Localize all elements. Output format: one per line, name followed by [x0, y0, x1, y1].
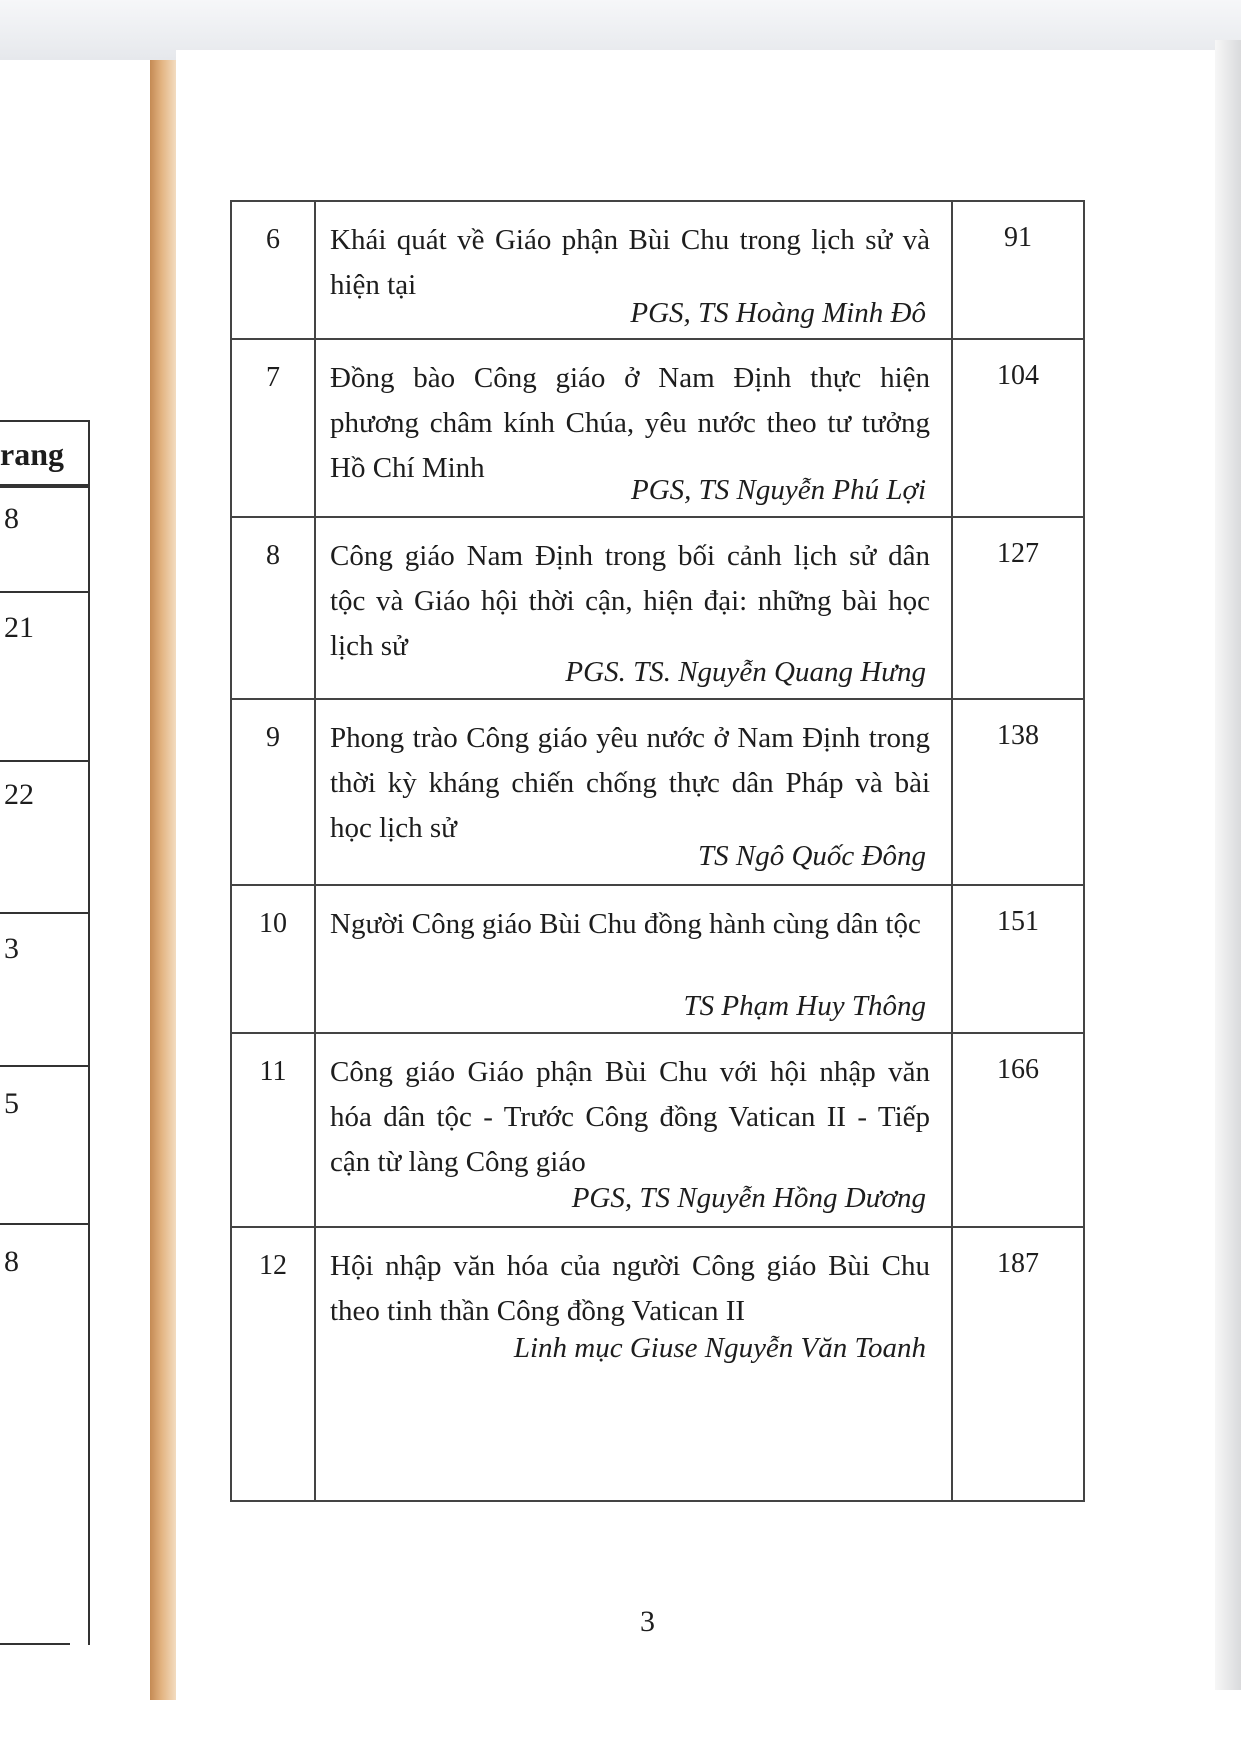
entry-title: Công giáo Nam Định trong bối cảnh lịch sử dân tộc và Giáo hội thời cận, hiện đại: những bài học lịch sử [330, 540, 930, 662]
entry-page-number: 166 [997, 1054, 1039, 1085]
previous-page [0, 70, 150, 1710]
entry-number: 9 [266, 722, 280, 753]
page-folio-number: 3 [640, 1605, 655, 1638]
previous-page-table-bottom [0, 1643, 70, 1645]
toc-row [232, 340, 1083, 518]
entry-author: PGS, TS Hoàng Minh Đô [630, 297, 926, 329]
entry-page-number: 151 [997, 906, 1039, 937]
previous-page-row [0, 1223, 88, 1645]
entry-page-number: 127 [997, 538, 1039, 569]
entry-page-number: 187 [997, 1248, 1039, 1279]
entry-author: Linh mục Giuse Nguyễn Văn Toanh [513, 1332, 926, 1364]
previous-page-number: 3 [4, 932, 19, 965]
previous-page-number: 8 [4, 502, 19, 535]
book-spine [150, 60, 176, 1700]
entry-author: PGS, TS Nguyễn Hồng Dương [571, 1182, 926, 1214]
previous-page-header-text: rang [0, 436, 64, 472]
entry-title: Khái quát về Giáo phận Bùi Chu trong lịch sử và hiện tại [330, 224, 930, 301]
entry-title: Phong trào Công giáo yêu nước ở Nam Định trong thời kỳ kháng chiến chống thực dân Pháp và bài học lịch sử [330, 722, 930, 844]
entry-number: 11 [259, 1056, 287, 1087]
previous-page-row [0, 912, 88, 1064]
entry-author: PGS, TS Nguyễn Phú Lợi [631, 474, 926, 506]
entry-author: TS Phạm Huy Thông [683, 990, 926, 1022]
previous-page-number: 5 [4, 1087, 19, 1120]
toc-row [232, 202, 1083, 340]
entry-page-number: 138 [997, 720, 1039, 751]
toc-row [232, 1228, 1083, 1500]
toc-row [232, 1034, 1083, 1228]
entry-title: Công giáo Giáo phận Bùi Chu với hội nhập văn hóa dân tộc - Trước Công đồng Vatican II - Tiếp cận từ làng Công giáo [330, 1056, 930, 1178]
previous-page-row [0, 1065, 88, 1227]
entry-page-number: 104 [997, 360, 1039, 391]
entry-title: Người Công giáo Bùi Chu đồng hành cùng dân tộc [330, 908, 921, 940]
toc-row [232, 518, 1083, 700]
previous-page-number: 8 [4, 1245, 19, 1278]
toc-row [232, 700, 1083, 886]
table-of-contents [230, 200, 1085, 1502]
entry-number: 10 [259, 908, 287, 939]
toc-row [232, 886, 1083, 1034]
previous-page-number: 22 [4, 778, 34, 811]
background-right-edge [1215, 40, 1241, 1690]
previous-page-header [0, 420, 88, 486]
entry-title: Đồng bào Công giáo ở Nam Định thực hiện phương châm kính Chúa, yêu nước theo tư tưởng Hồ Chí Minh [330, 362, 930, 484]
previous-page-row [0, 591, 88, 763]
entry-number: 8 [266, 540, 280, 571]
entry-number: 6 [266, 224, 280, 255]
previous-page-row [0, 760, 88, 912]
entry-author: PGS. TS. Nguyễn Quang Hưng [565, 656, 926, 688]
entry-title: Hội nhập văn hóa của người Công giáo Bùi Chu theo tinh thần Công đồng Vatican II [330, 1250, 930, 1327]
entry-number: 12 [259, 1250, 287, 1281]
previous-page-table [0, 420, 90, 1645]
entry-author: TS Ngô Quốc Đông [698, 840, 926, 872]
entry-number: 7 [266, 362, 280, 393]
entry-page-number: 91 [1004, 222, 1032, 253]
previous-page-number: 21 [4, 611, 34, 644]
